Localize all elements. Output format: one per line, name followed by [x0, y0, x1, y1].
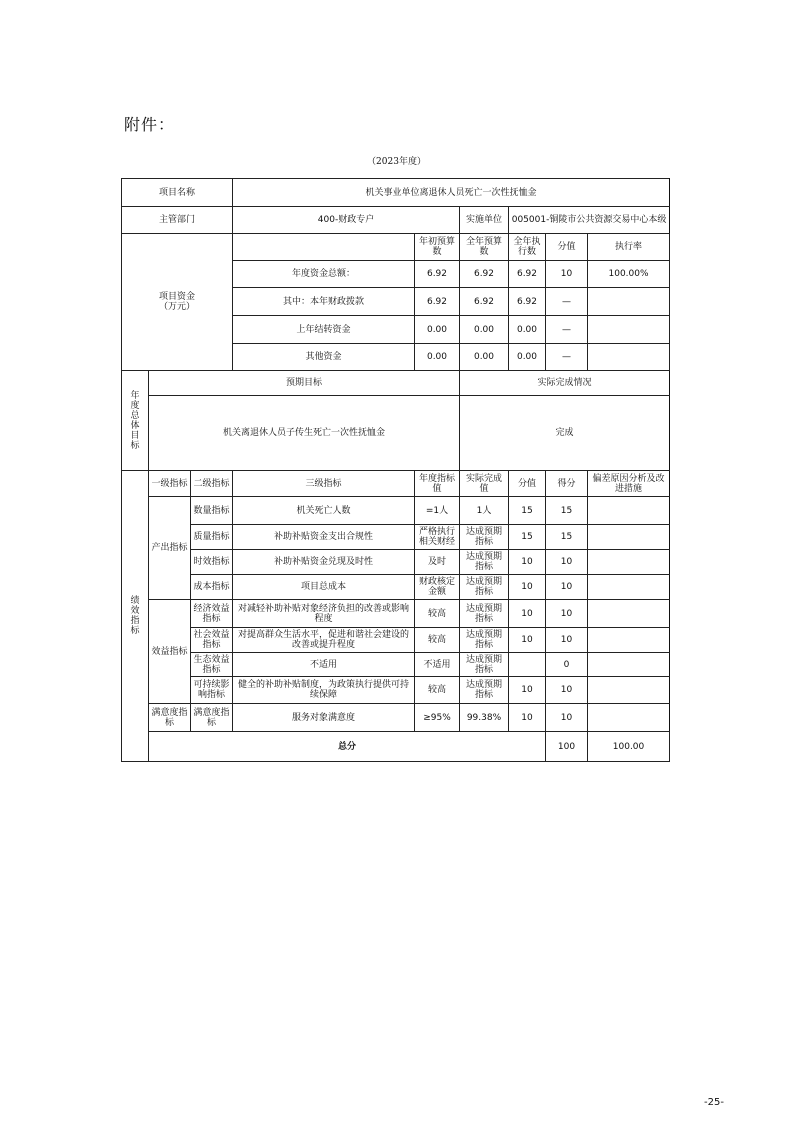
perf-header-level3: 三级指标 [233, 471, 415, 497]
perf-header-score: 得分 [546, 471, 588, 497]
perf-weight: 10 [509, 550, 546, 575]
year-label: （2023年度） [367, 157, 426, 167]
total-label: 总分 [149, 732, 546, 762]
perf-actual: 达成预期指标 [460, 628, 509, 653]
total-score: 100.00 [588, 732, 670, 762]
page-number: -25- [704, 1097, 724, 1108]
perf-row [122, 628, 670, 653]
perf-level2: 时效指标 [191, 550, 233, 575]
perf-actual: 99.38% [460, 704, 509, 732]
perf-weight: 15 [509, 525, 546, 550]
dept-row [122, 207, 670, 234]
perf-score: 10 [546, 550, 588, 575]
perf-level1: 产出指标 [149, 497, 191, 600]
perf-row [122, 677, 670, 704]
perf-header-actual: 实际完成值 [460, 471, 509, 497]
funds-row-initial: 6.92 [415, 261, 460, 288]
funds-row-label: 其中：本年财政拨款 [233, 288, 415, 316]
funds-row-rate [588, 288, 670, 316]
funds-row-executed: 6.92 [509, 261, 546, 288]
perf-note [588, 575, 670, 600]
perf-level2: 质量指标 [191, 525, 233, 550]
perf-target: 严格执行相关财经 [415, 525, 460, 550]
impl-label: 实施单位 [460, 207, 509, 234]
perf-header-level1: 一级指标 [149, 471, 191, 497]
goals-actual-header: 实际完成情况 [460, 371, 670, 396]
perf-level3: 机关死亡人数 [233, 497, 415, 525]
perf-note [588, 628, 670, 653]
dept-label: 主管部门 [122, 207, 233, 234]
perf-target: 较高 [415, 628, 460, 653]
perf-row [122, 525, 670, 550]
funds-row-rate [588, 316, 670, 344]
perf-level2: 生态效益指标 [191, 653, 233, 677]
dept-value: 400-财政专户 [233, 207, 460, 234]
perf-level3: 补助补贴资金兑现及时性 [233, 550, 415, 575]
perf-actual: 达成预期指标 [460, 575, 509, 600]
perf-score: 10 [546, 600, 588, 628]
perf-header-note: 偏差原因分析及改进措施 [588, 471, 670, 497]
perf-header-weight: 分值 [509, 471, 546, 497]
project-name-label: 项目名称 [122, 179, 233, 207]
perf-level3: 服务对象满意度 [233, 704, 415, 732]
funds-header-score-value: 分值 [546, 234, 588, 261]
perf-note [588, 600, 670, 628]
perf-score: 15 [546, 497, 588, 525]
perf-note [588, 525, 670, 550]
perf-score: 10 [546, 677, 588, 704]
funds-label-line2: （万元） [158, 302, 195, 312]
perf-target: 不适用 [415, 653, 460, 677]
perf-level3: 对减轻补助补贴对象经济负担的改善或影响程度 [233, 600, 415, 628]
perf-level2: 数量指标 [191, 497, 233, 525]
perf-row [122, 575, 670, 600]
funds-header-row [122, 234, 670, 261]
perf-target: 较高 [415, 600, 460, 628]
perf-row [122, 600, 670, 628]
perf-row [122, 704, 670, 732]
perf-row [122, 497, 670, 525]
perf-score: 10 [546, 704, 588, 732]
funds-row-score-value: — [546, 316, 588, 344]
perf-level1: 满意度指标 [149, 704, 191, 732]
funds-row-label: 其他资金 [233, 344, 415, 371]
perf-weight: 10 [509, 600, 546, 628]
funds-row-initial: 0.00 [415, 344, 460, 371]
perf-actual: 达成预期指标 [460, 600, 509, 628]
funds-row-executed: 0.00 [509, 344, 546, 371]
funds-header-rate: 执行率 [588, 234, 670, 261]
funds-row-score-value: — [546, 288, 588, 316]
perf-note [588, 704, 670, 732]
funds-row-initial: 6.92 [415, 288, 460, 316]
perf-weight [509, 653, 546, 677]
perf-weight: 15 [509, 497, 546, 525]
perf-level1: 效益指标 [149, 600, 191, 704]
goals-expected-value: 机关离退休人员子传生死亡一次性抚恤金 [149, 396, 460, 471]
funds-row-annual: 6.92 [460, 261, 509, 288]
perf-target: 及时 [415, 550, 460, 575]
perf-actual: 达成预期指标 [460, 677, 509, 704]
perf-note [588, 550, 670, 575]
perf-weight: 10 [509, 704, 546, 732]
funds-header-executed: 全年执行数 [509, 234, 546, 261]
perf-actual: 达成预期指标 [460, 653, 509, 677]
perf-score: 10 [546, 575, 588, 600]
perf-target: ≥95% [415, 704, 460, 732]
funds-header-initial: 年初预算数 [415, 234, 460, 261]
perf-level2: 可持续影响指标 [191, 677, 233, 704]
perf-row [122, 550, 670, 575]
funds-header-blank [233, 234, 415, 261]
goals-header-row [122, 371, 670, 396]
perf-header-row [122, 471, 670, 497]
total-row [122, 732, 670, 762]
perf-score: 15 [546, 525, 588, 550]
perf-level2: 社会效益指标 [191, 628, 233, 653]
funds-header-annual: 全年预算数 [460, 234, 509, 261]
perf-note [588, 677, 670, 704]
perf-level2: 成本指标 [191, 575, 233, 600]
funds-row-label: 年度资金总额： [233, 261, 415, 288]
perf-actual: 达成预期指标 [460, 550, 509, 575]
perf-actual: 1人 [460, 497, 509, 525]
funds-row-annual: 0.00 [460, 316, 509, 344]
funds-row-rate: 100.00% [588, 261, 670, 288]
project-name-value: 机关事业单位离退休人员死亡一次性抚恤金 [233, 179, 670, 207]
perf-weight: 10 [509, 628, 546, 653]
funds-row-annual: 6.92 [460, 288, 509, 316]
impl-value: 005001-铜陵市公共资源交易中心本级 [509, 207, 670, 234]
funds-row-rate [588, 344, 670, 371]
perf-level3: 项目总成本 [233, 575, 415, 600]
perf-level3: 不适用 [233, 653, 415, 677]
perf-header-target: 年度指标值 [415, 471, 460, 497]
perf-level3: 对提高群众生活水平，促进和谐社会建设的改善或提升程度 [233, 628, 415, 653]
funds-row-executed: 0.00 [509, 316, 546, 344]
perf-level2: 满意度指标 [191, 704, 233, 732]
perf-weight: 10 [509, 677, 546, 704]
funds-label [122, 234, 233, 371]
perf-target: 财政核定金额 [415, 575, 460, 600]
perf-target: =1人 [415, 497, 460, 525]
perf-row [122, 653, 670, 677]
perf-score: 10 [546, 628, 588, 653]
perf-actual: 达成预期指标 [460, 525, 509, 550]
perf-score: 0 [546, 653, 588, 677]
funds-row-label: 上年结转资金 [233, 316, 415, 344]
perf-side-label: 绩 效 指 标 [122, 471, 149, 762]
funds-row-executed: 6.92 [509, 288, 546, 316]
perf-target: 较高 [415, 677, 460, 704]
project-name-row [122, 179, 670, 207]
goals-actual-value: 完成 [460, 396, 670, 471]
goals-side-label: 年 度 总 体 目 标 [122, 371, 149, 471]
funds-row-initial: 0.00 [415, 316, 460, 344]
perf-level3: 健全的补助补贴制度，为政策执行提供可持续保障 [233, 677, 415, 704]
performance-table [121, 178, 670, 762]
goals-value-row [122, 396, 670, 471]
funds-row-annual: 0.00 [460, 344, 509, 371]
perf-level2: 经济效益指标 [191, 600, 233, 628]
perf-note [588, 497, 670, 525]
funds-row-score-value: 10 [546, 261, 588, 288]
goals-expected-header: 预期目标 [149, 371, 460, 396]
total-weight: 100 [546, 732, 588, 762]
perf-weight: 10 [509, 575, 546, 600]
funds-label-line1: 项目资金 [158, 292, 195, 302]
funds-row-score-value: — [546, 344, 588, 371]
perf-header-level2: 二级指标 [191, 471, 233, 497]
perf-note [588, 653, 670, 677]
attachment-label: 附件： [124, 115, 176, 134]
perf-level3: 补助补贴资金支出合规性 [233, 525, 415, 550]
